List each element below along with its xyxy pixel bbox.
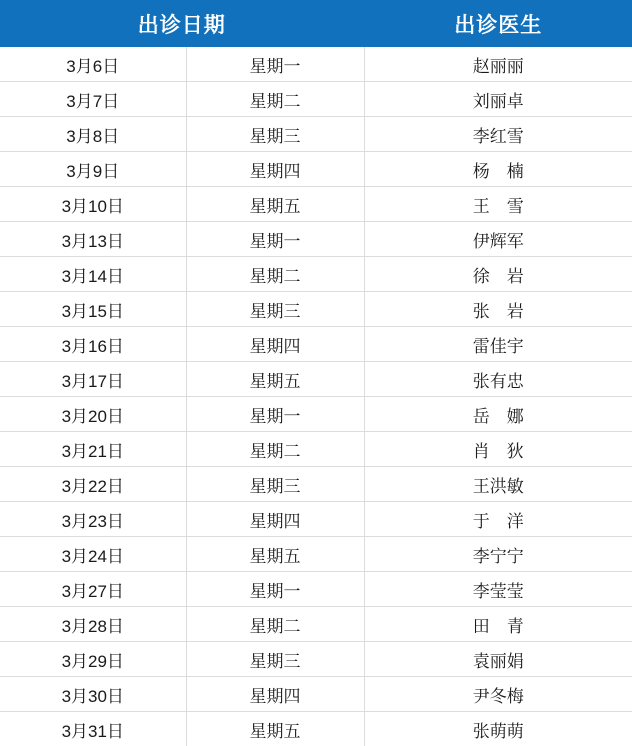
cell-doctor: 肖 狄: [364, 432, 632, 467]
cell-doctor: 王 雪: [364, 187, 632, 222]
table-row: [0, 712, 632, 746]
cell-doctor: 刘丽卓: [364, 82, 632, 117]
column-header-date: 出诊日期: [0, 0, 364, 47]
cell-doctor: 杨 楠: [364, 152, 632, 187]
table-row: [0, 257, 632, 292]
cell-weekday: 星期一: [186, 222, 364, 257]
table-row: [0, 152, 632, 187]
cell-doctor: 田 青: [364, 607, 632, 642]
cell-doctor: 张有忠: [364, 362, 632, 397]
cell-date: 3月8日: [0, 117, 186, 152]
cell-date: 3月13日: [0, 222, 186, 257]
cell-date: 3月28日: [0, 607, 186, 642]
table-row: [0, 502, 632, 537]
cell-date: 3月31日: [0, 712, 186, 746]
cell-date: 3月10日: [0, 187, 186, 222]
table-row: [0, 432, 632, 467]
cell-doctor: 尹冬梅: [364, 677, 632, 712]
cell-doctor: 李莹莹: [364, 572, 632, 607]
cell-weekday: 星期五: [186, 362, 364, 397]
cell-weekday: 星期一: [186, 47, 364, 82]
cell-weekday: 星期二: [186, 432, 364, 467]
cell-weekday: 星期三: [186, 117, 364, 152]
table-row: [0, 327, 632, 362]
table-header-row: [0, 0, 632, 47]
cell-weekday: 星期四: [186, 677, 364, 712]
cell-doctor: 张萌萌: [364, 712, 632, 746]
cell-date: 3月29日: [0, 642, 186, 677]
table-row: [0, 117, 632, 152]
cell-date: 3月24日: [0, 537, 186, 572]
cell-doctor: 雷佳宇: [364, 327, 632, 362]
cell-doctor: 岳 娜: [364, 397, 632, 432]
cell-doctor: 张 岩: [364, 292, 632, 327]
cell-weekday: 星期二: [186, 607, 364, 642]
cell-weekday: 星期五: [186, 712, 364, 746]
cell-doctor: 伊辉军: [364, 222, 632, 257]
cell-date: 3月16日: [0, 327, 186, 362]
cell-weekday: 星期三: [186, 642, 364, 677]
table-body: [0, 47, 632, 746]
cell-date: 3月14日: [0, 257, 186, 292]
cell-date: 3月27日: [0, 572, 186, 607]
cell-date: 3月6日: [0, 47, 186, 82]
cell-weekday: 星期五: [186, 187, 364, 222]
cell-date: 3月20日: [0, 397, 186, 432]
table-row: [0, 642, 632, 677]
cell-date: 3月15日: [0, 292, 186, 327]
cell-doctor: 于 洋: [364, 502, 632, 537]
cell-date: 3月21日: [0, 432, 186, 467]
cell-doctor: 李红雪: [364, 117, 632, 152]
cell-date: 3月9日: [0, 152, 186, 187]
cell-doctor: 徐 岩: [364, 257, 632, 292]
table-row: [0, 292, 632, 327]
cell-weekday: 星期四: [186, 502, 364, 537]
column-header-doctor: 出诊医生: [364, 0, 632, 47]
cell-weekday: 星期四: [186, 152, 364, 187]
cell-weekday: 星期五: [186, 537, 364, 572]
cell-weekday: 星期一: [186, 397, 364, 432]
table-row: [0, 397, 632, 432]
table-row: [0, 362, 632, 397]
table-row: [0, 607, 632, 642]
cell-doctor: 李宁宁: [364, 537, 632, 572]
cell-date: 3月7日: [0, 82, 186, 117]
cell-date: 3月23日: [0, 502, 186, 537]
table-row: [0, 467, 632, 502]
table-header: [0, 0, 632, 47]
cell-date: 3月30日: [0, 677, 186, 712]
table-row: [0, 537, 632, 572]
cell-doctor: 赵丽丽: [364, 47, 632, 82]
cell-weekday: 星期三: [186, 292, 364, 327]
table-row: [0, 187, 632, 222]
cell-weekday: 星期一: [186, 572, 364, 607]
cell-date: 3月17日: [0, 362, 186, 397]
cell-weekday: 星期二: [186, 257, 364, 292]
cell-doctor: 袁丽娟: [364, 642, 632, 677]
cell-weekday: 星期三: [186, 467, 364, 502]
table-row: [0, 677, 632, 712]
cell-weekday: 星期二: [186, 82, 364, 117]
table-row: [0, 47, 632, 82]
cell-doctor: 王洪敏: [364, 467, 632, 502]
table-row: [0, 572, 632, 607]
table-row: [0, 82, 632, 117]
table-row: [0, 222, 632, 257]
cell-weekday: 星期四: [186, 327, 364, 362]
cell-date: 3月22日: [0, 467, 186, 502]
